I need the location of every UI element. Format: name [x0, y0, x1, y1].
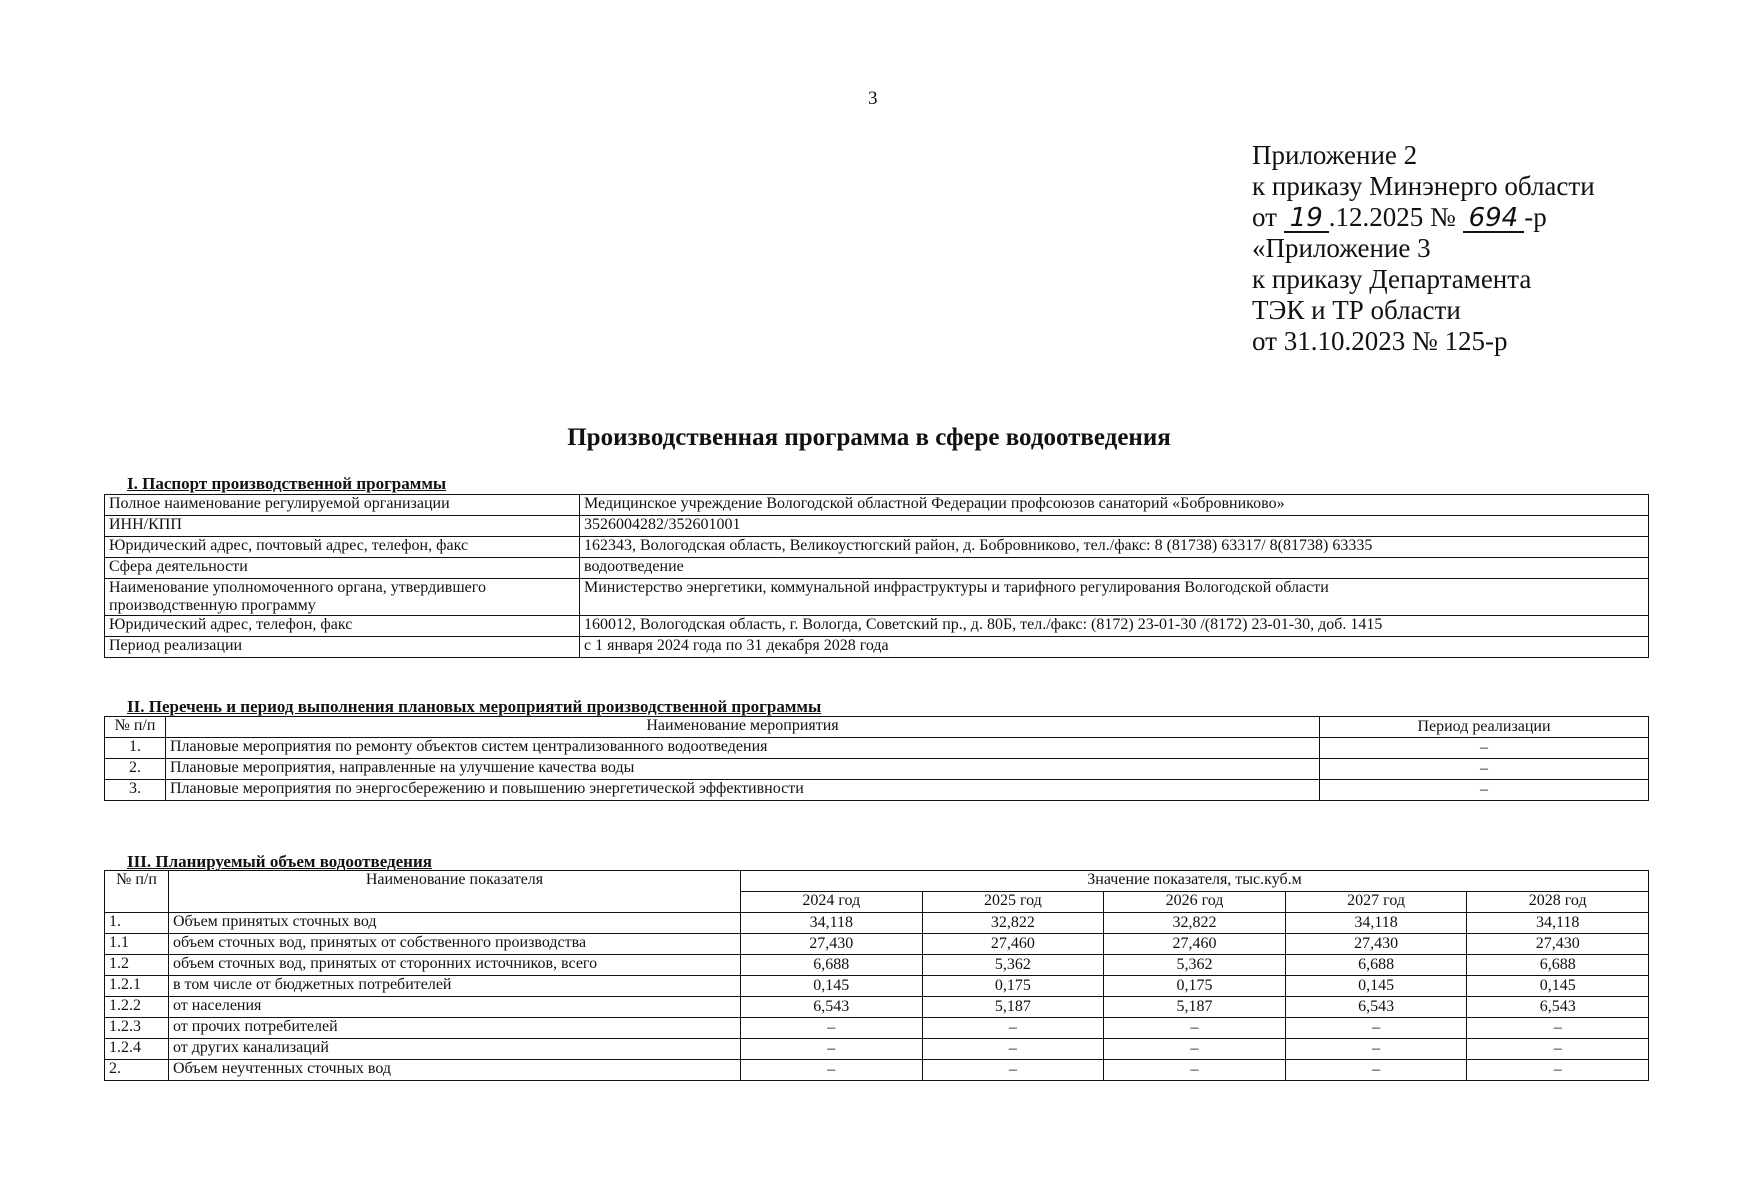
volume-indicator: Объем принятых сточных вод: [169, 913, 741, 934]
events-table: [104, 716, 1649, 801]
document-title: Производственная программа в сфере водоотведения: [567, 424, 1171, 451]
event-name: Плановые мероприятия, направленные на улучшение качества воды: [166, 759, 1320, 780]
volume-value: 27,460: [1104, 934, 1286, 955]
passport-value: водоотведение: [580, 558, 1649, 579]
event-period: –: [1320, 759, 1649, 780]
volume-value: 5,362: [922, 955, 1104, 976]
volume-row: [105, 1018, 1649, 1039]
year-header: 2026 год: [1104, 892, 1286, 913]
volume-value: –: [1104, 1039, 1286, 1060]
volume-indicator: в том числе от бюджетных потребителей: [169, 976, 741, 997]
col-period-header: Период реализации: [1320, 717, 1649, 738]
volume-num: 1.2.1: [105, 976, 169, 997]
passport-value: Медицинское учреждение Вологодской областной Федерации профсоюзов санаторий «Бобровниково»: [580, 495, 1649, 516]
volume-row: [105, 913, 1649, 934]
volume-value: 0,145: [1467, 976, 1649, 997]
volume-num: 1.2: [105, 955, 169, 976]
year-header: 2027 год: [1285, 892, 1467, 913]
event-row: [105, 780, 1649, 801]
volume-num: 1.2.3: [105, 1018, 169, 1039]
volume-value: –: [922, 1060, 1104, 1081]
volume-value: 34,118: [741, 913, 923, 934]
event-row: [105, 738, 1649, 759]
volume-num: 1.2.4: [105, 1039, 169, 1060]
volume-value: 0,145: [741, 976, 923, 997]
handwritten-day: 19: [1284, 205, 1329, 233]
volume-row: [105, 955, 1649, 976]
col-num-header: № п/п: [105, 871, 169, 913]
event-period: –: [1320, 780, 1649, 801]
year-header: 2024 год: [741, 892, 923, 913]
event-num: 1.: [105, 738, 166, 759]
passport-key: Наименование уполномоченного органа, утвердившего производственную программу: [105, 579, 580, 616]
col-value-header: Значение показателя, тыс.куб.м: [741, 871, 1649, 892]
volume-value: 6,543: [1285, 997, 1467, 1018]
passport-row: [105, 558, 1649, 579]
passport-value: 3526004282/352601001: [580, 516, 1649, 537]
event-num: 2.: [105, 759, 166, 780]
volume-indicator: объем сточных вод, принятых от собственного производства: [169, 934, 741, 955]
passport-key: Сфера деятельности: [105, 558, 580, 579]
volume-value: –: [1104, 1018, 1286, 1039]
volume-value: –: [1285, 1060, 1467, 1081]
volume-value: 34,118: [1467, 913, 1649, 934]
volume-value: 6,688: [1285, 955, 1467, 976]
volume-value: 5,187: [922, 997, 1104, 1018]
volume-value: 6,543: [1467, 997, 1649, 1018]
passport-key: Период реализации: [105, 637, 580, 658]
volume-value: 32,822: [1104, 913, 1286, 934]
appendix-block: [1252, 140, 1595, 357]
year-header: 2025 год: [922, 892, 1104, 913]
passport-key: Полное наименование регулируемой организации: [105, 495, 580, 516]
volume-value: 34,118: [1285, 913, 1467, 934]
appendix-date: .12.2025 №: [1328, 202, 1456, 232]
event-num: 3.: [105, 780, 166, 801]
section1-title: I. Паспорт производственной программы: [127, 474, 447, 493]
section3-title: III. Планируемый объем водоотведения: [127, 852, 432, 871]
volume-indicator: Объем неучтенных сточных вод: [169, 1060, 741, 1081]
volume-value: 32,822: [922, 913, 1104, 934]
passport-value: Министерство энергетики, коммунальной инфраструктуры и тарифного регулирования Вологодской области: [580, 579, 1649, 616]
volume-value: –: [1467, 1018, 1649, 1039]
year-header: 2028 год: [1467, 892, 1649, 913]
volume-row: [105, 1060, 1649, 1081]
passport-table: [104, 494, 1649, 658]
volume-value: –: [922, 1018, 1104, 1039]
volume-value: –: [1467, 1060, 1649, 1081]
volume-indicator: от населения: [169, 997, 741, 1018]
volume-value: 6,543: [741, 997, 923, 1018]
passport-key: Юридический адрес, почтовый адрес, телефон, факс: [105, 537, 580, 558]
passport-row: [105, 516, 1649, 537]
volume-num: 1.1: [105, 934, 169, 955]
passport-value: 160012, Вологодская область, г. Вологда, Советский пр., д. 80Б, тел./факс: (8172) 23-01-30 /(8172) 23-01-30, доб. 1415: [580, 616, 1649, 637]
event-name: Плановые мероприятия по энергосбережению и повышению энергетической эффективности: [166, 780, 1320, 801]
volume-value: 5,187: [1104, 997, 1286, 1018]
passport-row: [105, 616, 1649, 637]
volume-row: [105, 934, 1649, 955]
col-name-header: Наименование мероприятия: [166, 717, 1320, 738]
volume-value: –: [741, 1018, 923, 1039]
passport-key: ИНН/КПП: [105, 516, 580, 537]
volume-row: [105, 976, 1649, 997]
col-indicator-header: Наименование показателя: [169, 871, 741, 913]
volume-value: 27,460: [922, 934, 1104, 955]
volume-value: –: [1285, 1039, 1467, 1060]
section2-title: II. Перечень и период выполнения плановых мероприятий производственной программы: [127, 697, 822, 716]
volume-value: 6,688: [741, 955, 923, 976]
volume-row: [105, 1039, 1649, 1060]
volume-value: –: [1467, 1039, 1649, 1060]
volume-value: 27,430: [741, 934, 923, 955]
appendix-date-line: [1252, 202, 1595, 233]
volume-indicator: от других канализаций: [169, 1039, 741, 1060]
volume-value: 27,430: [1467, 934, 1649, 955]
passport-value: 162343, Вологодская область, Великоустюгский район, д. Бобровниково, тел./факс: 8 (81738) 63317/ 8(81738) 63335: [580, 537, 1649, 558]
appendix-from: от: [1252, 202, 1277, 232]
volume-num: 1.2.2: [105, 997, 169, 1018]
volume-value: 0,145: [1285, 976, 1467, 997]
volume-indicator: объем сточных вод, принятых от сторонних источников, всего: [169, 955, 741, 976]
volume-row: [105, 997, 1649, 1018]
col-num-header: № п/п: [105, 717, 166, 738]
passport-row: [105, 637, 1649, 658]
appendix-line: «Приложение 3: [1252, 233, 1431, 263]
event-row: [105, 759, 1649, 780]
volume-num: 2.: [105, 1060, 169, 1081]
volume-value: 0,175: [1104, 976, 1286, 997]
volume-value: 27,430: [1285, 934, 1467, 955]
event-name: Плановые мероприятия по ремонту объектов систем централизованного водоотведения: [166, 738, 1320, 759]
page-number: 3: [868, 88, 878, 109]
volume-table: [104, 870, 1649, 1081]
passport-row: [105, 495, 1649, 516]
volume-value: 6,688: [1467, 955, 1649, 976]
volume-value: –: [1285, 1018, 1467, 1039]
volume-num: 1.: [105, 913, 169, 934]
appendix-line: к приказу Департамента: [1252, 264, 1532, 294]
appendix-line: к приказу Минэнерго области: [1252, 171, 1595, 201]
volume-value: –: [741, 1060, 923, 1081]
handwritten-order-number: 694: [1463, 205, 1525, 233]
appendix-line: ТЭК и ТР области: [1252, 295, 1461, 325]
appendix-suffix: -р: [1524, 202, 1547, 232]
volume-value: –: [741, 1039, 923, 1060]
appendix-line: от 31.10.2023 № 125-р: [1252, 326, 1508, 356]
passport-key: Юридический адрес, телефон, факс: [105, 616, 580, 637]
volume-value: –: [922, 1039, 1104, 1060]
appendix-line: Приложение 2: [1252, 140, 1418, 170]
volume-value: –: [1104, 1060, 1286, 1081]
passport-row: [105, 537, 1649, 558]
passport-row: [105, 579, 1649, 616]
volume-indicator: от прочих потребителей: [169, 1018, 741, 1039]
event-period: –: [1320, 738, 1649, 759]
volume-value: 0,175: [922, 976, 1104, 997]
passport-value: с 1 января 2024 года по 31 декабря 2028 года: [580, 637, 1649, 658]
volume-value: 5,362: [1104, 955, 1286, 976]
